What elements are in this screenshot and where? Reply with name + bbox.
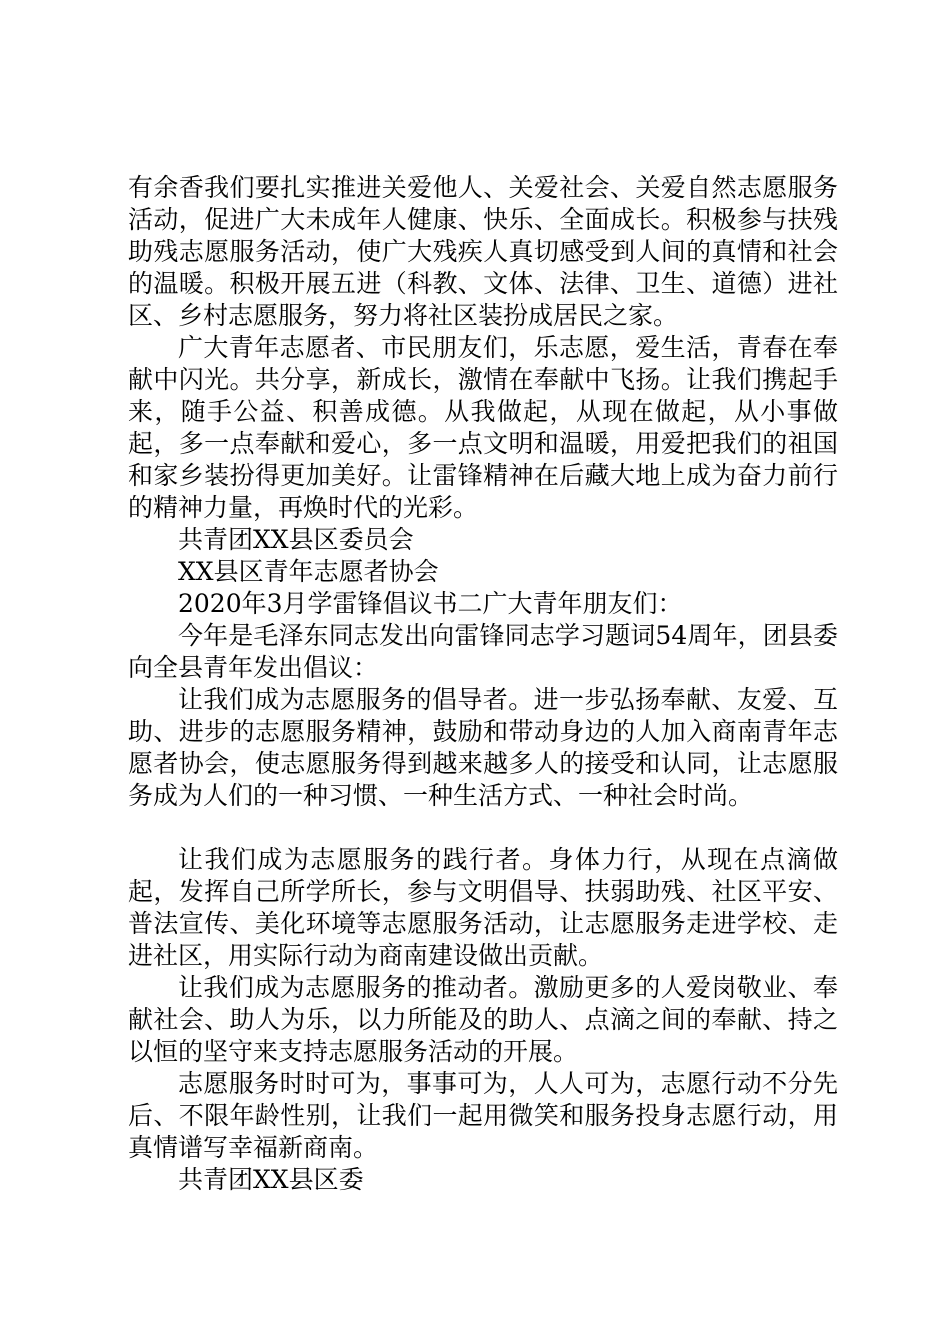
second-proposal-heading: 2020年3月学雷锋倡议书二广大青年朋友们： — [178, 589, 683, 618]
document-body — [128, 172, 838, 1196]
paragraph-call-to-action: 广大青年志愿者、市民朋友们，乐志愿，爱生活，青春在奉献中闪光。共分享，新成长，激情在奉献中飞扬。让我们携起手来，随手公益、积善成德。从我做起，从现在做起，从小事做起，多一点奉献和爱心，多一点文明和温暖，用爱把我们的祖国和家乡装扮得更加美好。让雷锋精神在后藏大地上成为奋力前行的精神力量，再焕时代的光彩。 — [128, 333, 838, 522]
blank-line — [128, 812, 838, 844]
signature-org-committee: 共青团XX县区委员会 — [178, 525, 414, 554]
paragraph-practitioner: 让我们成为志愿服务的践行者。身体力行，从现在点滴做起，发挥自己所学所长，参与文明倡导、扶弱助残、社区平安、普法宣传、美化环境等志愿服务活动，让志愿服务走进学校、走进社区，用实际行动为商南建设做出贡献。 — [128, 845, 838, 970]
paragraph-continuation: 有余香我们要扎实推进关爱他人、关爱社会、关爱自然志愿服务活动，促进广大未成年人健康、快乐、全面成长。积极参与扶残助残志愿服务活动，使广大残疾人真切感受到人间的真情和社会的温暖。积极开展五进（科教、文体、法律、卫生、道德）进社区、乡村志愿服务，努力将社区装扮成居民之家。 — [128, 173, 838, 330]
paragraph-intro: 今年是毛泽东同志发出向雷锋同志学习题词54周年，团县委向全县青年发出倡议： — [128, 621, 838, 682]
paragraph-promoter: 让我们成为志愿服务的推动者。激励更多的人爱岗敬业、奉献社会、助人为乐，以力所能及的助人、点滴之间的奉献、持之以恒的坚守来支持志愿服务活动的开展。 — [128, 973, 838, 1066]
paragraph-advocate: 让我们成为志愿服务的倡导者。进一步弘扬奉献、友爱、互助、进步的志愿服务精神，鼓励和带动身边的人加入商南青年志愿者协会，使志愿服务得到越来越多人的接受和认同，让志愿服务成为人们的一种习惯、一种生活方式、一种社会时尚。 — [128, 685, 838, 810]
signature-volunteer-association: XX县区青年志愿者协会 — [178, 557, 439, 586]
signature-county-committee: 共青团XX县区委 — [178, 1165, 364, 1194]
paragraph-closing: 志愿服务时时可为，事事可为，人人可为，志愿行动不分先后、不限年龄性别，让我们一起用微笑和服务投身志愿行动，用真情谱写幸福新商南。 — [128, 1069, 838, 1162]
